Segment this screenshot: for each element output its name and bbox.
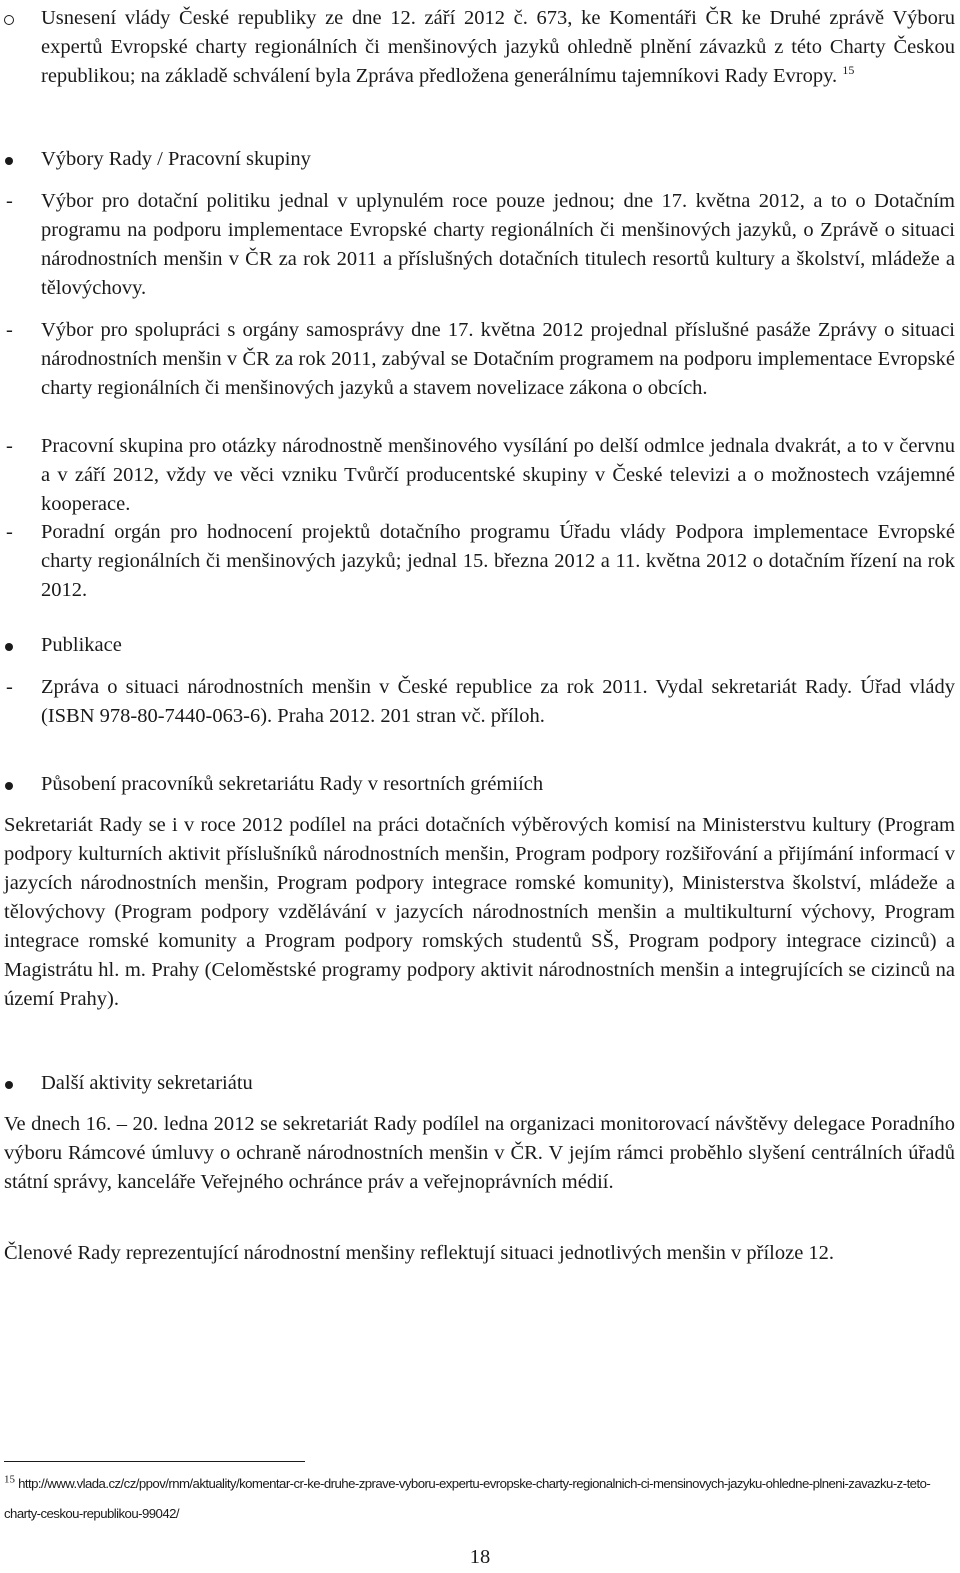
footnote-reference[interactable]: 15	[842, 63, 855, 78]
dash-bullet: -	[6, 521, 13, 543]
paragraph-council-members: Členové Rady reprezentující národnostní menšiny reflektují situaci jednotlivých menšin v příloze 12.	[4, 1242, 835, 1264]
section-heading-text: Působení pracovníků sekretariátu Rady v resortních grémiích	[41, 773, 544, 795]
section-heading-text: Výbory Rady / Pracovní skupiny	[41, 148, 311, 170]
paragraph-monitoring-visit: Ve dnech 16. – 20. ledna 2012 se sekretariát Rady podílel na organizaci monitorovací návštěvy delegace Poradního výboru Rámcové úmluvy o ochraně národnostních menšin v ČR. V jejím rámci proběhlo slyšení centrálních úřadů státní správy, kanceláře Veřejného ochránce práv a veřejnoprávních médií.	[4, 1113, 955, 1193]
bullet-icon	[4, 145, 24, 174]
list-item-broadcasting-working-group	[0, 432, 955, 519]
footnote-separator	[4, 1461, 305, 1462]
footnote	[4, 1469, 955, 1529]
dash-bullet: -	[6, 190, 13, 212]
list-item-text: Pracovní skupina pro otázky národnostně menšinového vysílání po delší odmlce jednala dvakrát, a to v červnu a v září 2012, vždy ve věci vzniku Tvůrčí producentské skupiny v České televizi a o možnostech vzájemné kooperace.	[41, 435, 955, 515]
list-item-government-resolution	[0, 4, 955, 91]
list-item-subsidy-committee	[0, 187, 955, 303]
list-item-municipal-committee	[0, 316, 955, 403]
section-heading-staff-activities	[0, 770, 955, 799]
bullet-icon	[4, 631, 24, 660]
list-item-text: Výbor pro dotační politiku jednal v uplynulém roce pouze jednou; dne 17. května 2012, a to o Dotačním programu na podporu implementace Evropské charty regionálních či menšinových jazyků, o Zprávě o situaci národnostních menšin v ČR za rok 2011 a příslušných dotačních titulech resortů kultury a školství, mládeže a tělovýchovy.	[41, 190, 955, 299]
section-heading-text: Publikace	[41, 634, 122, 656]
footnote-url-link[interactable]: http://www.vlada.cz/cz/ppov/rnm/aktuality/komentar-cr-ke-druhe-zprave-vyboru-expertu-evropske-charty-regionalnich-ci-mensinovych-jazyku-ohledne-plneni-zavazku-z-teto-charty-ceskou-republikou-99042/	[4, 1476, 931, 1521]
dash-bullet: -	[6, 319, 13, 341]
footnote-number: 15	[4, 1473, 15, 1486]
bullet-icon	[4, 1069, 24, 1098]
list-item-text: Zpráva o situaci národnostních menšin v České republice za rok 2011. Vydal sekretariát Rady. Úřad vlády (ISBN 978-80-7440-063-6). Praha 2012. 201 stran vč. příloh.	[41, 676, 955, 727]
list-item-text: Výbor pro spolupráci s orgány samosprávy dne 17. května 2012 projednal příslušné pasáže Zprávy o situaci národnostních menšin v ČR za rok 2011, zabýval se Dotačním programem na podporu implementace Evropské charty regionálních či menšinových jazyků a stavem novelizace zákona o obcích.	[41, 319, 955, 399]
section-heading-publications	[0, 631, 955, 660]
page-number: 18	[469, 1546, 491, 1568]
dash-bullet: -	[6, 435, 13, 457]
dash-bullet: -	[6, 676, 13, 698]
list-item-text: Usnesení vlády České republiky ze dne 12. září 2012 č. 673, ke Komentáři ČR ke Druhé zprávě Výboru expertů Evropské charty regionálních či menšinových jazyků ohledně plnění závazků z této Charty Českou republikou; na základě schválení byla Zpráva předložena generálnímu tajemníkovi Rady Evropy.	[41, 7, 955, 87]
section-heading-committees	[0, 145, 955, 174]
section-heading-text: Další aktivity sekretariátu	[41, 1072, 253, 1094]
list-item-text: Poradní orgán pro hodnocení projektů dotačního programu Úřadu vlády Podpora implementace Evropské charty regionálních či menšinových jazyků; jednal 15. března 2012 a 11. května 2012 o dotačním řízení na rok 2012.	[41, 521, 955, 601]
bullet-icon	[4, 770, 24, 799]
paragraph-staff-activities: Sekretariát Rady se i v roce 2012 podílel na práci dotačních výběrových komisí na Ministerstvu kultury (Program podpory kulturních aktivit příslušníků národnostních menšin, Program podpory rozšiřování a přijímání informací v jazycích národnostních menšin, Program podpory integrace romské komunity), Ministerstva školství, mládeže a tělovýchovy (Program podpory vzdělávání v jazycích národnostních menšin a multikulturní výchovy, Program integrace romské komunity a Program podpory romských studentů SŠ, Program podpory integrace cizinců) a Magistrátu hl. m. Prahy (Celoměstské programy podpory aktivit národnostních menšin a integrujících se cizinců na území Prahy).	[4, 814, 955, 1010]
section-heading-other-activities	[0, 1069, 955, 1098]
list-item-advisory-body	[0, 518, 955, 605]
list-item-report-publication	[0, 673, 955, 731]
circle-bullet-icon	[4, 4, 24, 34]
